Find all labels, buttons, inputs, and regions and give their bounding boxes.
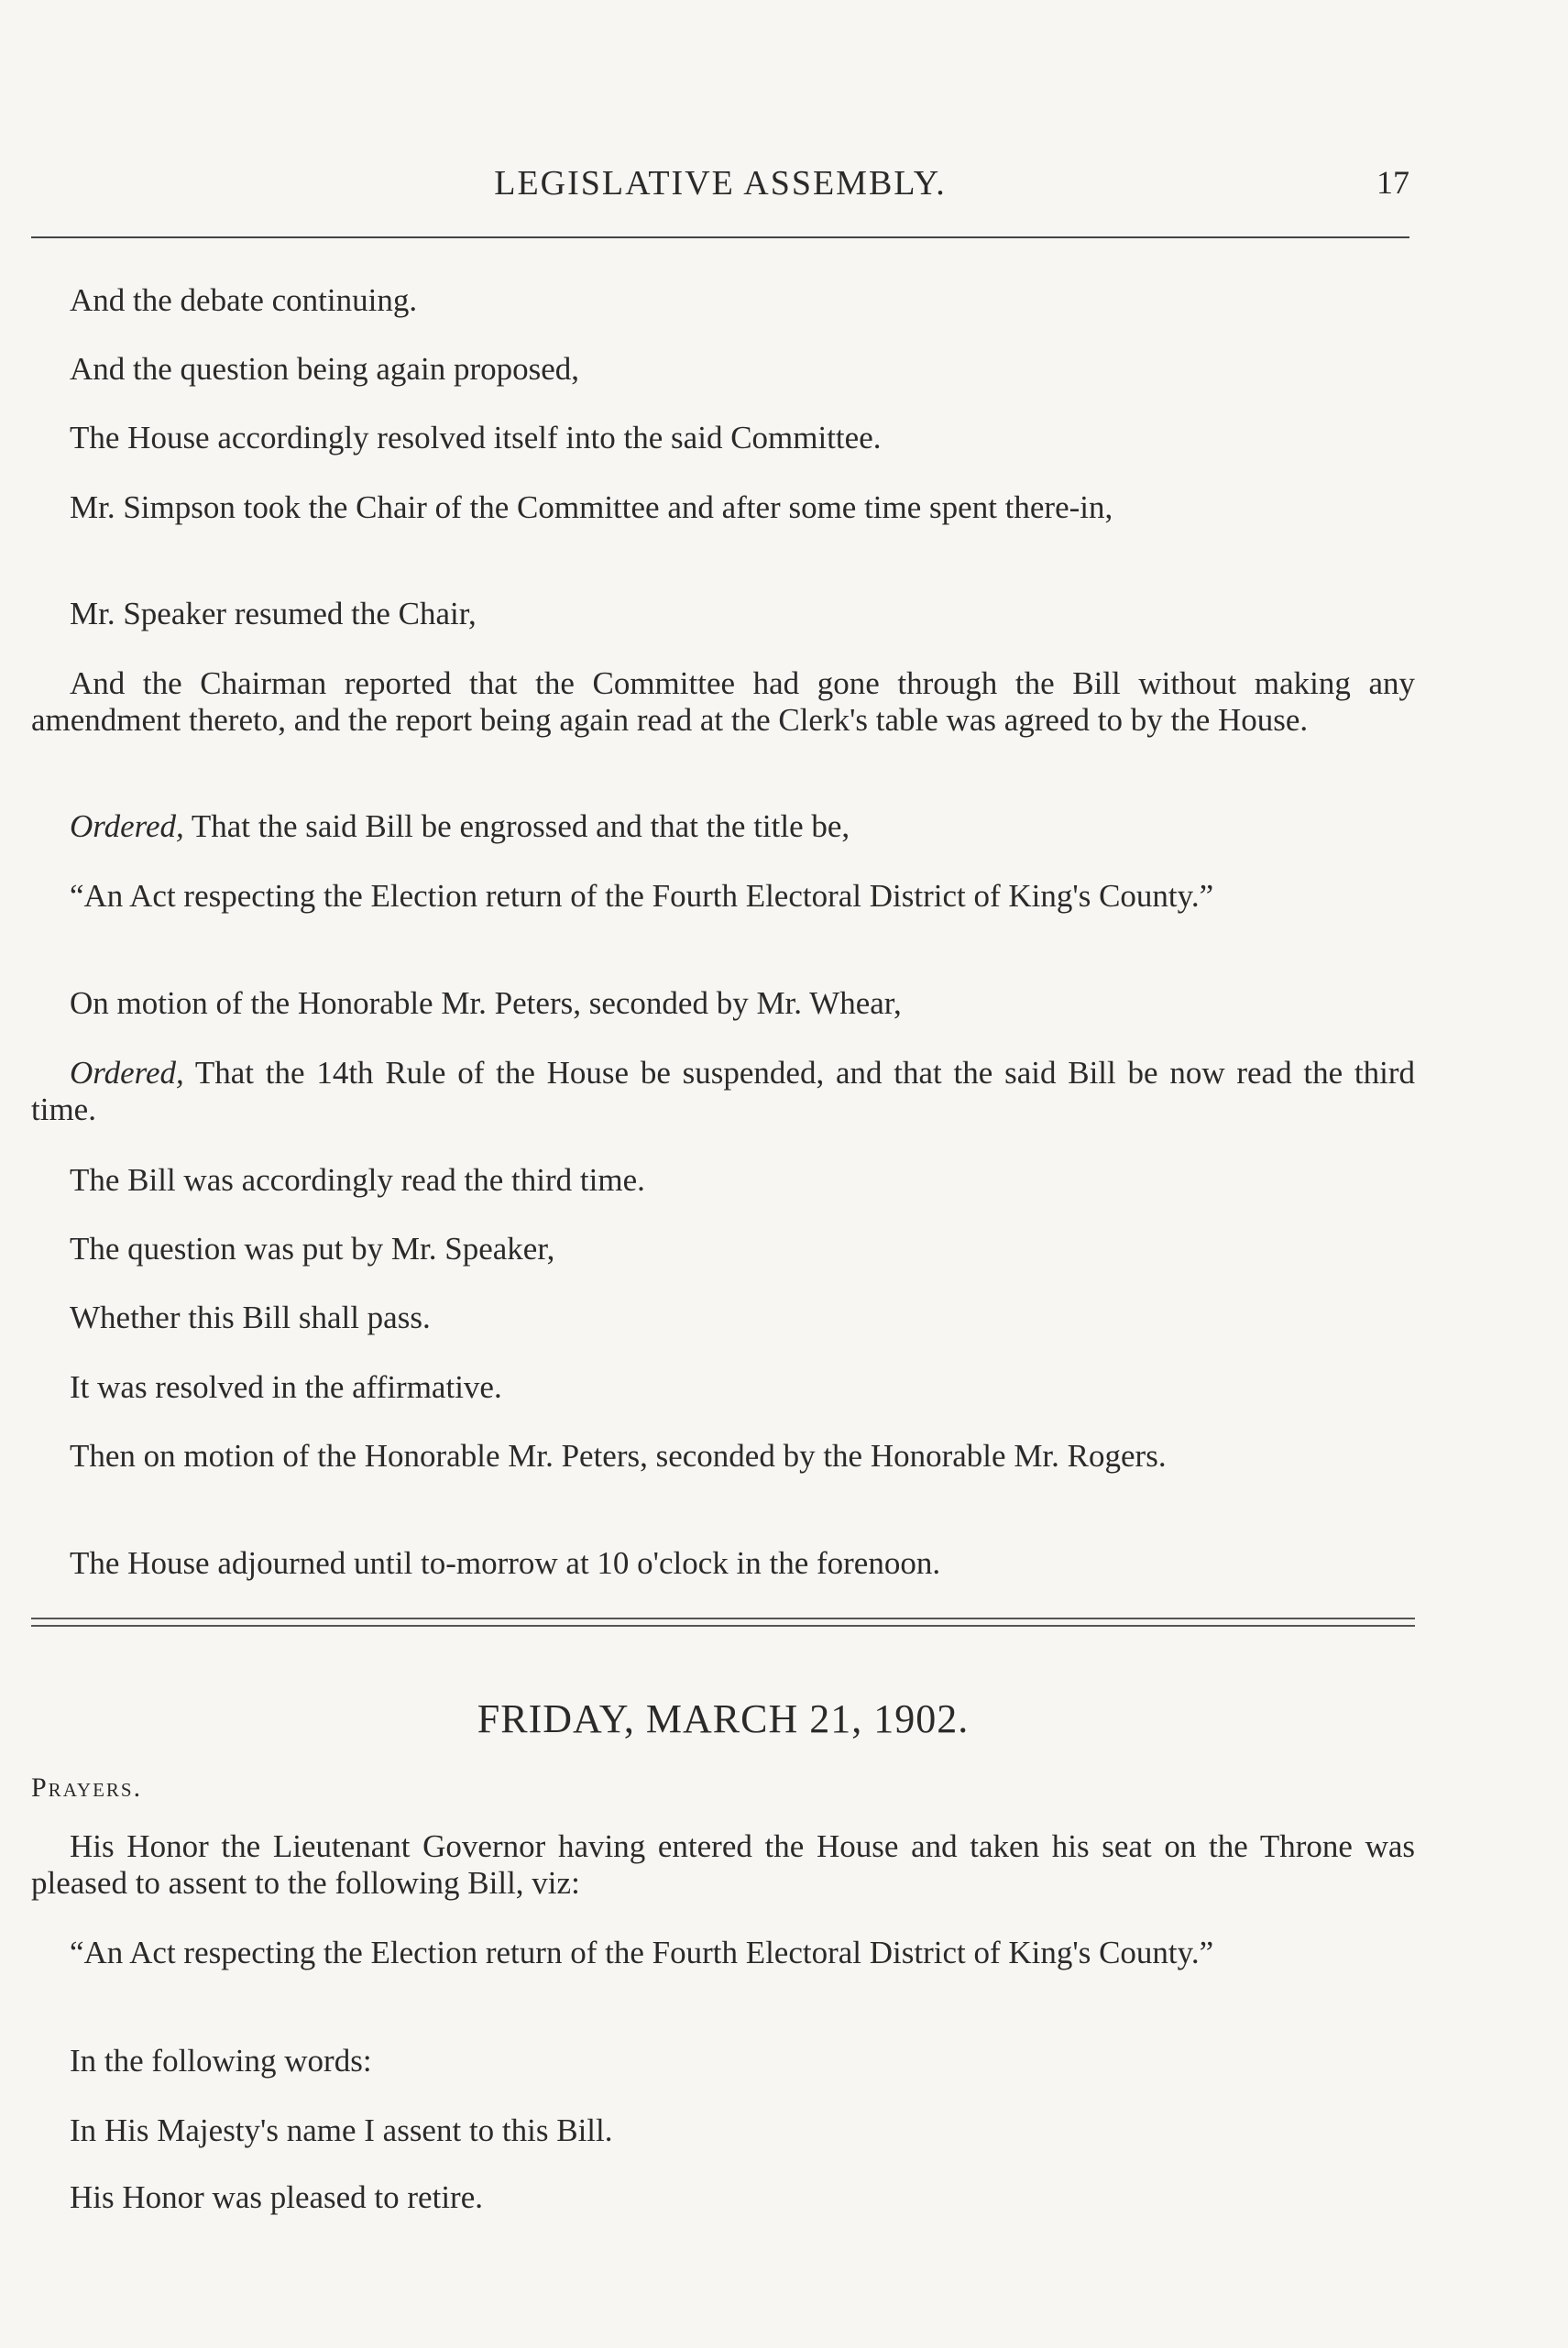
paragraph: It was resolved in the affirmative. bbox=[70, 1369, 502, 1405]
section-divider bbox=[31, 1618, 1415, 1627]
paragraph: Whether this Bill shall pass. bbox=[70, 1300, 431, 1335]
paragraph: Mr. Speaker resumed the Chair, bbox=[70, 596, 477, 631]
paragraph: The Bill was accordingly read the third time. bbox=[70, 1162, 645, 1198]
paragraph: And the Chairman reported that the Committee had gone through the Bill without making any amendment thereto, and the report being again read at the Clerk's table was agreed to by the House. bbox=[31, 665, 1415, 738]
paragraph: “An Act respecting the Election return of the Fourth Electoral District of King's County.” bbox=[70, 1935, 1214, 1970]
paragraph: Mr. Simpson took the Chair of the Committee and after some time spent there-in, bbox=[70, 489, 1113, 525]
paragraph bbox=[31, 1055, 1415, 1128]
page-header bbox=[31, 163, 1409, 218]
paragraph: In the following words: bbox=[70, 2043, 372, 2079]
paragraph: And the question being again proposed, bbox=[70, 351, 580, 387]
prayers-heading: Prayers. bbox=[31, 1772, 143, 1803]
ordered-lead: Ordered, bbox=[70, 808, 184, 844]
ordered-lead: Ordered, bbox=[70, 1055, 184, 1091]
paragraph: Then on motion of the Honorable Mr. Peters, seconded by the Honorable Mr. Rogers. bbox=[70, 1438, 1167, 1474]
paragraph: And the debate continuing. bbox=[70, 282, 418, 318]
section-title: FRIDAY, MARCH 21, 1902. bbox=[477, 1696, 970, 1741]
paragraph: The House adjourned until to-morrow at 10 o'clock in the forenoon. bbox=[70, 1545, 941, 1581]
paragraph bbox=[31, 808, 1415, 845]
running-title: LEGISLATIVE ASSEMBLY. bbox=[494, 164, 947, 203]
paragraph-text: That the said Bill be engrossed and that the title be, bbox=[183, 808, 850, 844]
paragraph: In His Majesty's name I assent to this Bill. bbox=[70, 2112, 613, 2148]
page-number: 17 bbox=[1376, 164, 1409, 201]
paragraph: The House accordingly resolved itself into the said Committee. bbox=[70, 420, 882, 455]
paragraph: On motion of the Honorable Mr. Peters, seconded by Mr. Whear, bbox=[70, 985, 902, 1021]
paragraph: “An Act respecting the Election return of the Fourth Electoral District of King's County.” bbox=[70, 878, 1214, 914]
paragraph: His Honor the Lieutenant Governor having entered the House and taken his seat on the Throne was pleased to assent to the following Bill, viz: bbox=[31, 1828, 1415, 1901]
paragraph: The question was put by Mr. Speaker, bbox=[70, 1231, 555, 1267]
paragraph: His Honor was pleased to retire. bbox=[70, 2179, 483, 2215]
header-rule bbox=[31, 236, 1409, 238]
paragraph-text: That the 14th Rule of the House be suspended, and that the said Bill be now read the third time. bbox=[31, 1055, 1415, 1127]
